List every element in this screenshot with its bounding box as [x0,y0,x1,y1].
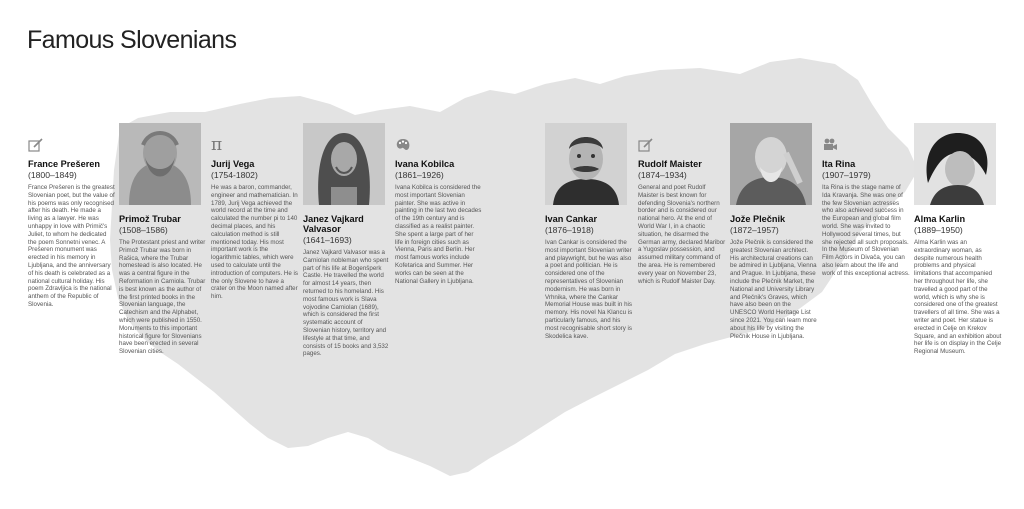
portrait-photo [303,123,385,205]
person-bio: Alma Karlin was an extraordinary woman, as despite numerous health problems and physical limitations that accompanied her throughout her life, she travelled a good part of the world, which is why she is considered one of the greatest travellers of all time. She was a writer and poet. Her statue is erected in Celje on Krekov Square, and an exhibition about her life is on display in the Celje Regional Museum. [914,239,1002,356]
person-card-primoz-trubar [119,123,207,356]
portrait-photo [730,123,812,205]
person-bio: The Protestant priest and writer Primož Trubar was born in Rašica, where the Trubar homestead is also located. He was a central figure in the Reformation in Carniola. Trubar is best known as the author of the first printed books in the Slovenian language, the Catechism and the Alphabet, which were published in 1550. Monuments to this important historical figure for Slovenians have been erected in several Slovenian cities. [119,239,206,356]
person-card-janez-vajkard-valvasor [303,123,391,358]
film-camera-icon [822,137,838,153]
person-card-france-preseren [28,137,116,309]
person-name: Primož Trubar [119,214,181,224]
person-years: (1907–1979) [822,170,871,180]
person-years: (1641–1693) [303,235,352,245]
person-years: (1800–1849) [28,170,77,180]
person-years: (1861–1926) [395,170,444,180]
pen-icon [638,137,654,153]
person-card-joze-plecnik [730,123,818,340]
person-card-ita-rina [822,137,910,278]
palette-icon [395,137,411,153]
person-card-alma-karlin [914,123,1002,356]
pen-icon [28,137,44,153]
page-title: Famous Slovenians [27,26,237,54]
person-name: France Prešeren [28,159,101,169]
person-name: Jurij Vega [211,159,255,169]
pi-icon: π [211,135,223,155]
portrait-photo [914,123,996,205]
person-years: (1508–1586) [119,225,168,235]
portrait-photo [119,123,201,205]
person-name: Alma Karlin [914,214,966,224]
person-years: (1874–1934) [638,170,687,180]
person-bio: Ivan Cankar is considered the most important Slovenian writer and playwright, but he was also a poet and politician. He is considered one of the representatives of Slovenian modernism. He was born in Vrhnika, where the Cankar Memorial House was built in his memory. His novel Na Klancu is particularly famous, and his most recognisable short story is Skodelica kave. [545,239,633,340]
person-bio: Jože Plečnik is considered the greatest Slovenian architect. His architectural creations can be admired in Ljubljana, Vienna and Prague. In Ljubljana, these include the Plečnik Market, the National and University Library and Plečnik's Graves, which have also been on the UNESCO World Heritage List since 2021. You can learn more about his life by visiting the Plečnik House in Ljubljana. [730,239,817,340]
person-name: Ivana Kobilca [395,159,455,169]
portrait-photo [545,123,627,205]
person-bio: Ita Rina is the stage name of Ida Kravanja. She was one of the few Slovenian actresses who also achieved success in the European and global film world. She was invited to Hollywood several times, but she rejected all such proposals. In the Museum of Slovenian Film Actors in Divača, you can also learn about the life and work of this exceptional actress. [822,184,910,277]
person-name: Jože Plečnik [730,214,786,224]
person-years: (1876–1918) [545,225,594,235]
person-years: (1872–1957) [730,225,779,235]
person-name: Ivan Cankar [545,214,598,224]
person-card-rudolf-maister [638,137,726,285]
person-card-ivana-kobilca [395,137,483,285]
person-bio: General and poet Rudolf Maister is best known for defending Slovenia's northern border and is considered our national hero. At the end of World War I, in a chaotic situation, he disarmed the German army, declared Maribor a Yugoslav possession, and assumed military command of the area. He is remembered every year on November 23, which is Rudolf Maister Day. [638,184,726,285]
person-card-ivan-cankar [545,123,633,340]
person-years: (1754-1802) [211,170,258,180]
person-bio: France Prešeren is the greatest Slovenian poet, but the value of his poems was only recognised after his death. He made a living as a lawyer. He was unhappy in love with Primič's Juliet, to whom he dedicated the poem Sonnetni venec. A Prešeren monument was erected in his memory in Ljubljana, and the anniversary of his death is celebrated as a national cultural holiday. His poem Zdravljica is the national anthem of the Republic of Slovenia. [28,184,115,308]
person-bio: He was a baron, commander, engineer and mathematician. In 1789, Jurij Vega achieved the world record at the time and calculated the number pi to 140 decimal places, and his calculation method is still mentioned today. His most important work is the logarithmic tables, which were used to calculate until the introduction of computers. He is the only Slovene to have a crater on the Moon named after him. [211,184,299,301]
person-bio: Ivana Kobilca is considered the most important Slovenian painter. She was active in painting in the last two decades of the 19th century and is classified as a realist painter. She spent a large part of her life in foreign cities such as Vienna, Paris and Berlin. Her most famous works include Kofetarica and Summer. Her works can be seen at the National Gallery in Ljubljana. [395,184,482,285]
person-name: Rudolf Maister [638,159,702,169]
person-years: (1889–1950) [914,225,963,235]
person-card-jurij-vega [211,137,299,301]
person-name: Ita Rina [822,159,856,169]
person-name: Janez Vajkard Valvasor [303,214,364,234]
person-bio: Janez Vajkard Valvasor was a Carniolan nobleman who spent part of his life at Bogenšperk Castle. He travelled the world for almost 14 years, then returned to his homeland. His most famous work is Slava vojvodine Carniolan (1689), which is considered the first systematic account of Slovenian history, territory and lifestyle at that time, and consists of 15 books and 3,532 pages. [303,249,389,358]
